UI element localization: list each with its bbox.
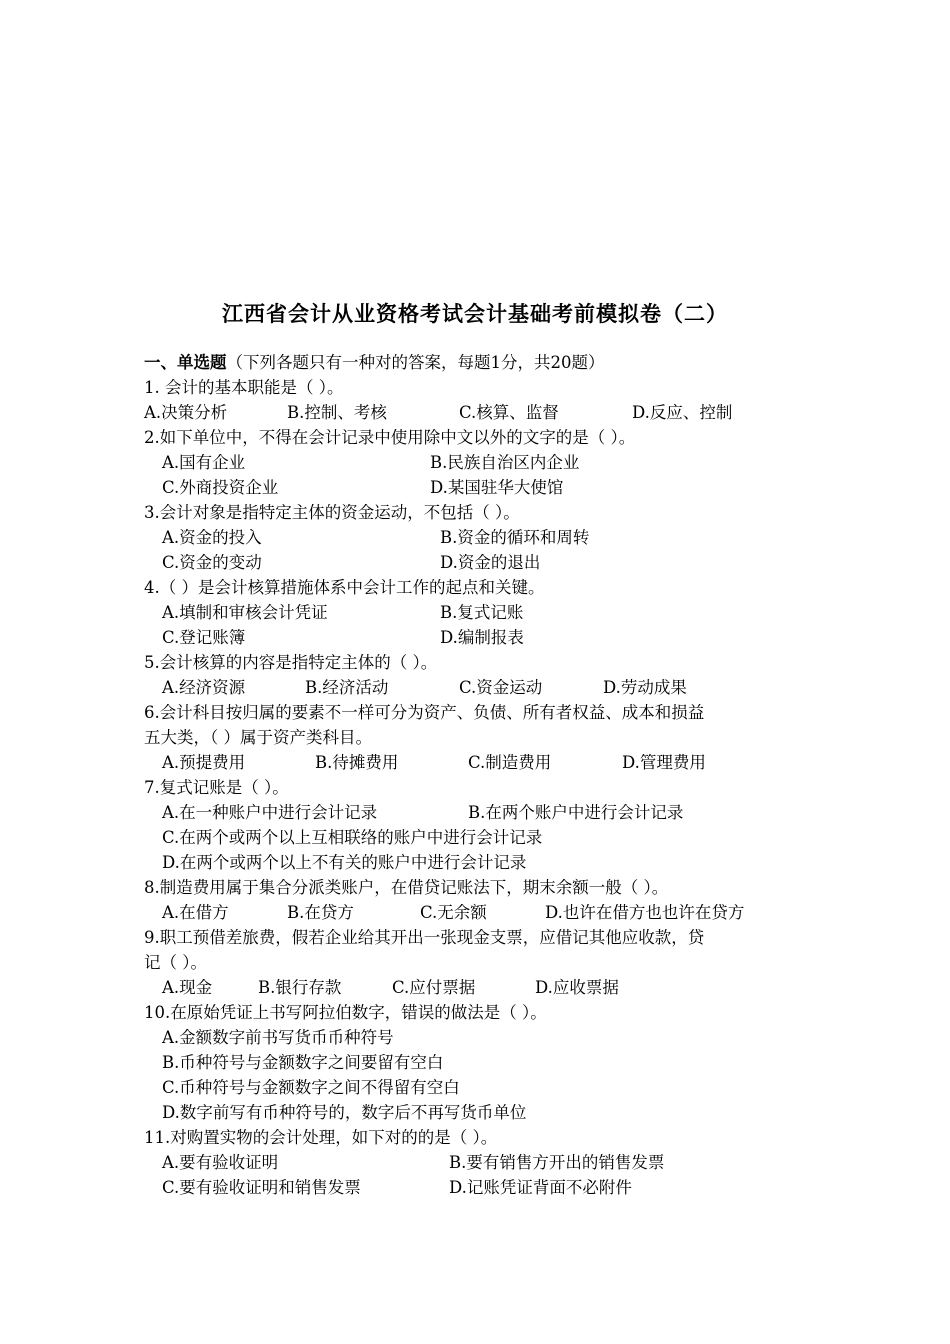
q9-option-b: B.银行存款: [258, 978, 342, 997]
question-9-stem-line-2: 记（ ）。: [144, 953, 207, 972]
question-4-stem: 4.（ ）是会计核算措施体系中会计工作的起点和关键。: [144, 578, 545, 597]
q2-option-c: C.外商投资企业: [162, 478, 279, 497]
q3-option-b: B.资金的循环和周转: [440, 528, 590, 547]
q9-option-d: D.应收票据: [535, 978, 619, 997]
question-1-stem: 1. 会计的基本职能是（ ）。: [144, 378, 344, 397]
q4-option-a: A.填制和审核会计凭证: [162, 603, 328, 622]
q5-option-c: C.资金运动: [459, 678, 543, 697]
question-6-stem-line-1: 6.会计科目按归属的要素不一样可分为资产、负债、所有者权益、成本和损益: [144, 703, 705, 722]
q5-option-d: D.劳动成果: [603, 678, 687, 697]
q8-option-a: A.在借方: [162, 903, 229, 922]
question-3-stem: 3.会计对象是指特定主体的资金运动，不包括（ ）。: [144, 503, 520, 522]
q7-option-b: B.在两个账户中进行会计记录: [468, 803, 684, 822]
q2-option-b: B.民族自治区内企业: [430, 453, 580, 472]
q3-option-a: A.资金的投入: [162, 528, 262, 547]
q6-option-d: D.管理费用: [622, 753, 706, 772]
q1-option-d: D.反应、控制: [632, 403, 733, 422]
q6-option-b: B.待摊费用: [315, 753, 399, 772]
q5-option-a: A.经济资源: [162, 678, 246, 697]
question-2-stem: 2.如下单位中，不得在会计记录中使用除中文以外的文字的是（ ）。: [144, 428, 636, 447]
q8-option-c: C.无余额: [420, 903, 487, 922]
q1-option-a: A.决策分析: [144, 403, 228, 422]
q5-option-b: B.经济活动: [305, 678, 389, 697]
q2-option-a: A.国有企业: [162, 453, 246, 472]
q10-option-b: B.币种符号与金额数字之间要留有空白: [162, 1053, 444, 1072]
q8-option-d: D.也许在借方也也许在贷方: [545, 903, 745, 922]
section-note: （下列各题只有一种对的答案，每题1分，共20题）: [226, 353, 605, 372]
section-heading: 一、单选题: [144, 353, 227, 372]
page-title: 江西省会计从业资格考试会计基础考前模拟卷（二）: [222, 302, 728, 326]
q4-option-b: B.复式记账: [440, 603, 524, 622]
q10-option-a: A.金额数字前书写货币币种符号: [162, 1028, 394, 1047]
q11-option-a: A.要有验收证明: [162, 1153, 279, 1172]
question-5-stem: 5.会计核算的内容是指特定主体的（ ）。: [144, 653, 438, 672]
question-7-stem: 7.复式记账是（ ）。: [144, 778, 289, 797]
q4-option-c: C.登记账簿: [162, 628, 246, 647]
section-header: [144, 352, 605, 374]
q6-option-c: C.制造费用: [468, 753, 552, 772]
q9-option-a: A.现金: [162, 978, 213, 997]
q7-option-a: A.在一种账户中进行会计记录: [162, 803, 378, 822]
q4-option-d: D.编制报表: [440, 628, 524, 647]
q7-option-c: C.在两个或两个以上互相联络的账户中进行会计记录: [162, 828, 543, 847]
q1-option-c: C.核算、监督: [459, 403, 559, 422]
q1-option-b: B.控制、考核: [287, 403, 387, 422]
question-6-stem-line-2: 五大类，（ ）属于资产类科目。: [144, 728, 372, 747]
q6-option-a: A.预提费用: [162, 753, 246, 772]
q3-option-d: D.资金的退出: [440, 553, 541, 572]
q10-option-d: D.数字前写有币种符号的，数字后不再写货币单位: [162, 1103, 527, 1122]
q2-option-d: D.某国驻华大使馆: [430, 478, 564, 497]
q7-option-d: D.在两个或两个以上不有关的账户中进行会计记录: [162, 853, 527, 872]
q9-option-c: C.应付票据: [392, 978, 476, 997]
q11-option-c: C.要有验收证明和销售发票: [162, 1178, 361, 1197]
q11-option-b: B.要有销售方开出的销售发票: [449, 1153, 665, 1172]
q8-option-b: B.在贷方: [287, 903, 354, 922]
q10-option-c: C.币种符号与金额数字之间不得留有空白: [162, 1078, 460, 1097]
question-10-stem: 10.在原始凭证上书写阿拉伯数字，错误的做法是（ ）。: [144, 1003, 547, 1022]
q3-option-c: C.资金的变动: [162, 553, 262, 572]
question-9-stem-line-1: 9.职工预借差旅费，假若企业给其开出一张现金支票，应借记其他应收款，贷: [144, 928, 705, 947]
q11-option-d: D.记账凭证背面不必附件: [449, 1178, 632, 1197]
question-11-stem: 11.对购置实物的会计处理，如下对的的是（ ）。: [144, 1128, 498, 1147]
question-8-stem: 8.制造费用属于集合分派类账户，在借贷记账法下，期末余额一般（ ）。: [144, 878, 669, 897]
